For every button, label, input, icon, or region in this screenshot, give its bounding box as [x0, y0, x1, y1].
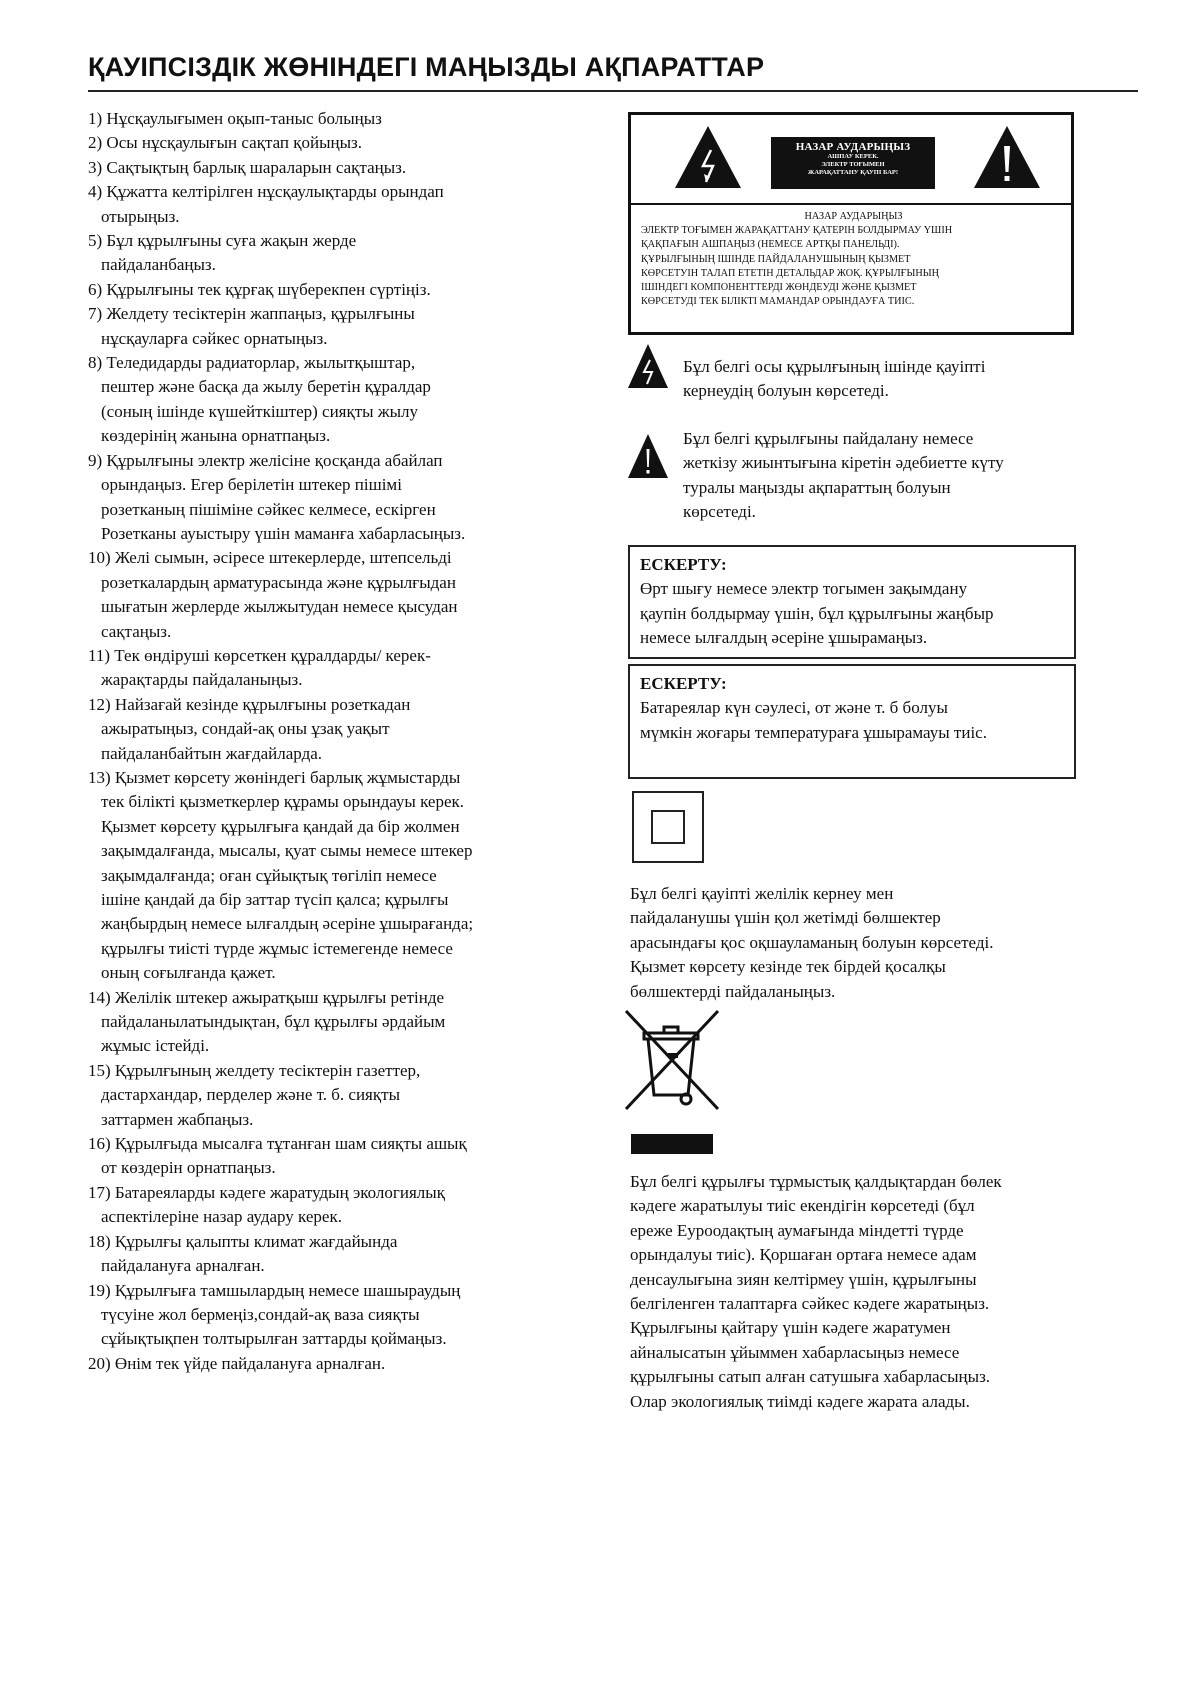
exclamation-symbol-description	[683, 427, 1083, 525]
text-line: туралы маңызды ақпараттың болуын	[683, 477, 951, 497]
instruction-item: 15) Құрылғының желдету тесіктерін газеттер, дастархандар, перделер және т. б. сияқты заттармен жабпаңыз.	[88, 1060, 421, 1129]
caution-text-line: ІШІНДЕГІ КОМПОНЕНТТЕРДІ ЖӨНДЕУДІ ЖӘНЕ ҚЫЗМЕТ	[641, 282, 917, 294]
exclamation-symbol-icon	[627, 433, 669, 479]
instruction-item: 18) Құрылғы қалыпты климат жағдайында пайдалануға арналған.	[88, 1231, 398, 1276]
text-line: көрсетеді.	[683, 502, 756, 522]
instruction-item: 17) Батареяларды кәдеге жаратудың экологиялық аспектілеріне назар аудару керек.	[88, 1182, 445, 1227]
caution-text-line: КӨРСЕТУДІ ТЕК БІЛІКТІ МАМАНДАР ОРЫНДАУҒА ТИІС.	[641, 296, 915, 308]
instruction-item: 9) Құрылғыны электр желісіне қосқанда абайлап орындаңыз. Егер берілетін штекер пішімі розетканың пішіміне сәйкес келмесе, ескірген Розетканы ауыстыру үшін маманға хабарласыңыз.	[88, 450, 466, 543]
caution-text	[641, 210, 1066, 309]
text-line: немесе ылғалдың әсеріне ұшырамаңыз.	[640, 628, 928, 648]
text-line: Өрт шығу немесе электр тогымен зақымдану	[640, 579, 968, 599]
double-insulation-description: Бұл белгі қауіпті желілік кернеу мен пайдаланушы үшін қол жетімді бөлшектер арасындағы қос оқшауламаның болуын көрсетеді. Қызмет көрсету кезінде тек бірдей қосалқы бөлшектерді пайдаланыңыз.	[630, 884, 994, 1001]
text-line: Батареялар күн сәулесі, от және т. б болуы	[640, 698, 948, 718]
instruction-item: 3) Сақтықтың барлық шараларын сақтаңыз.	[88, 157, 407, 177]
warning-box-battery	[628, 664, 1076, 779]
text-line: жеткізу жиынтығына кіретін әдебиетте күту	[683, 453, 1004, 473]
caution-text-title: НАЗАР АУДАРЫҢЫЗ	[804, 211, 903, 222]
instruction-item: 20) Өнім тек үйде пайдалануға арналған.	[88, 1353, 386, 1373]
crossed-out-bin-icon	[620, 1007, 724, 1113]
instruction-item: 7) Желдету тесіктерін жаппаңыз, құрылғыны нұсқауларға сәйкес орнатыңыз.	[88, 304, 415, 348]
caution-text-line: КӨРСЕТУІН ТАЛАП ЕТЕТІН ДЕТАЛЬДАР ЖОҚ. ҚҰРЫЛҒЫНЫҢ	[641, 267, 940, 279]
caution-label-line: АШПАУ КЕРЕК.	[827, 153, 879, 160]
page-title: ҚАУІПСІЗДІК ЖӨНІНДЕГІ МАҢЫЗДЫ АҚПАРАТТАР	[88, 52, 765, 82]
text-line: Бұл белгі осы құрылғының ішінде қауіпті	[683, 357, 986, 376]
double-insulation-icon	[632, 791, 704, 863]
instruction-item: 6) Құрылғыны тек құрғақ шүберекпен сүртіңіз.	[88, 279, 431, 299]
exclamation-warning-icon	[972, 124, 1042, 190]
text-line: қаупін болдырмау үшін, бұл құрылғыны жаңбыр	[640, 603, 994, 623]
instruction-item: 12) Найзағай кезінде құрылғыны розеткадан ажыратыңыз, сондай-ақ оны ұзақ уақыт пайдаланбайтын жағдайларда.	[88, 694, 411, 763]
instruction-item: 5) Бұл құрылғыны суға жақын жерде пайдаланбаңыз.	[88, 231, 357, 275]
caution-text-line: ЭЛЕКТР ТОҒЫМЕН ЖАРАҚАТТАНУ ҚАТЕРІН БОЛДЫРМАУ ҮШІН	[641, 225, 953, 237]
instruction-item: 11) Тек өндіруші көрсеткен құралдарды/ керек- жарақтарды пайдаланыңыз.	[88, 645, 431, 690]
text-line: мүмкін жоғары температураға ұшырамауы тиіс.	[640, 722, 987, 742]
instruction-item: 13) Қызмет көрсету жөніндегі барлық жұмыстарды тек білікті қызметкерлер құрамы орындауы керек. Қызмет көрсету құрылғыға қандай да бір жолмен зақымдалғанда, мысалы, қуат сымы немесе штекер зақымдалғанда; оған сұйықтық төгіліп немесе ішіне қандай да бір заттар түсіп қалса; құрылғы жаңбырдың немесе ылғалдың әсеріне ұшырағанда; құрылғы тиісті түрде жұмыс істемегенде немесе оның соғылғанда қажет.	[88, 767, 474, 983]
lightning-symbol-icon	[627, 343, 669, 389]
instruction-item: 1) Нұсқаулығымен оқып-таныс болыңыз	[88, 109, 382, 128]
caution-label	[771, 137, 935, 189]
text-line: Бұл белгі құрылғыны пайдалану немесе	[683, 429, 974, 448]
instruction-item: 14) Желілік штекер ажыратқыш құрылғы ретінде пайдаланылатындықтан, бұл құрылғы әрдайым жұмыс істейді.	[88, 987, 446, 1056]
caution-label-box	[628, 112, 1074, 335]
caution-text-line: ҚАҚПАҒЫН АШПАҢЫЗ (НЕМЕСЕ АРТҚЫ ПАНЕЛЬДІ).	[641, 239, 900, 251]
lightning-warning-icon	[673, 124, 743, 190]
instruction-item: 8) Теледидарды радиаторлар, жылытқыштар, пештер және басқа да жылу беретін құралдар (соның ішінде күшейткіштер) сияқты жылу көздерінің жанына орнатпаңыз.	[88, 353, 431, 446]
title-divider	[88, 90, 1138, 92]
instruction-item: 4) Құжатта келтірілген нұсқаулықтарды орындап отырыңыз.	[88, 182, 444, 226]
instruction-item: 19) Құрылғыға тамшылардың немесе шашыраудың түсуіне жол бермеңіз,сондай-ақ ваза сияқты сұйықтықпен толтырылған заттарды қоймаңыз.	[88, 1280, 461, 1349]
caution-label-line: ЖАРАҚАТТАНУ ҚАУПІ БАР!	[807, 169, 899, 176]
text-line: кернеудің болуын көрсетеді.	[683, 381, 889, 401]
double-insulation-inner-square	[651, 810, 685, 844]
warning-title: ЕСКЕРТУ:	[640, 674, 727, 693]
caution-label-line: ЭЛЕКТР ТОҒЫМЕН	[821, 161, 885, 168]
instruction-item: 10) Желі сымын, әсіресе штекерлерде, штепсельді розеткалардың арматурасында және құрылғыдан шығатын жерлерде жылжытудан немесе қысудан сақтаңыз.	[88, 548, 458, 641]
instructions-list	[88, 107, 578, 1376]
warning-box-fire	[628, 545, 1076, 659]
warning-title: ЕСКЕРТУ:	[640, 555, 727, 574]
caution-text-line: ҚҰРЫЛҒЫНЫҢ ІШІНДЕ ПАЙДАЛАНУШЫНЫҢ ҚЫЗМЕТ	[641, 253, 911, 265]
weee-description: Бұл белгі құрылғы тұрмыстық қалдықтардан бөлек кәдеге жаратылуы тиіс екендігін көрсетеді (бұл ереже Еуроодақтың аумағында міндетті түрде орындалуы тиіс). Қоршаған ортаға немесе адам денсаулығына зиян келтірмеу үшін, құрылғыны белгіленген талаптарға сәйкес кәдеге жаратыңыз. Құрылғыны қайтару үшін кәдеге жаратумен айналысатын ұйыммен хабарласыңыз немесе құрылғыны сатып алған сатушыға хабарласыңыз. Олар экологиялық тиімді кәдеге жарата алады.	[630, 1172, 1002, 1411]
voltage-symbol-description	[683, 355, 1083, 404]
instruction-item: 2) Осы нұсқаулығын сақтап қойыңыз.	[88, 133, 363, 153]
weee-black-bar	[631, 1134, 713, 1154]
caution-label-header	[631, 115, 1071, 205]
caution-label-title: НАЗАР АУДАРЫҢЫЗ	[795, 141, 911, 153]
instruction-item: 16) Құрылғыда мысалға тұтанған шам сияқты ашық от көздерін орнатпаңыз.	[88, 1134, 467, 1178]
